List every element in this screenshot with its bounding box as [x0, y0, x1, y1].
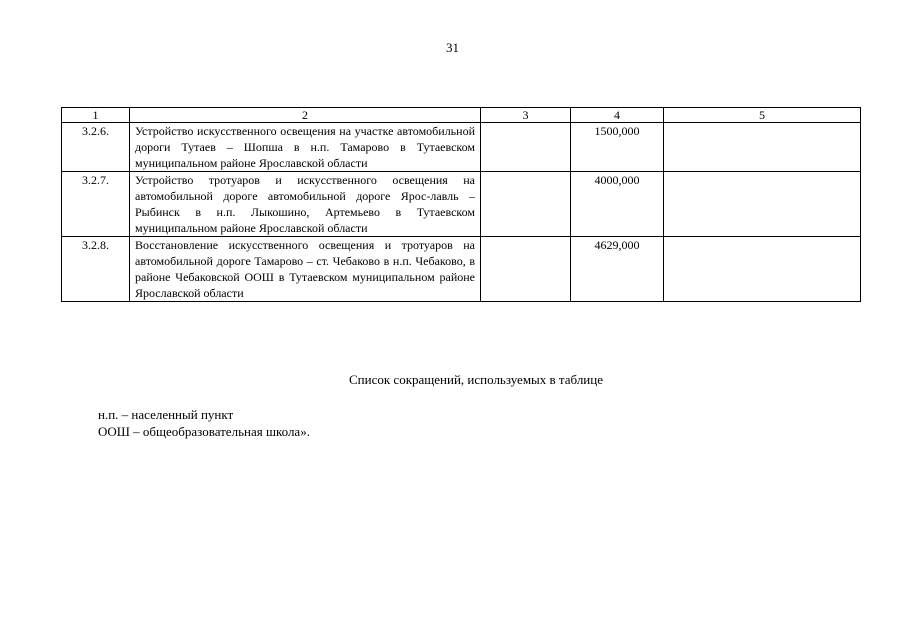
row-col3	[481, 237, 571, 302]
table-row	[62, 237, 861, 302]
column-header: 1	[62, 108, 130, 123]
page-number: 31	[446, 40, 459, 55]
table-row	[62, 172, 861, 237]
row-description: Устройство искусственного освещения на участке автомобильной дороги Тутаев – Шопша в н.п. Тамарово в Тутаевском муниципальном районе Ярославской области	[130, 123, 481, 172]
row-description: Восстановление искусственного освещения и тротуаров на автомобильной дороге Тамарово – ст. Чебаково в н.п. Чебаково, в районе Чебаковской ООШ в Тутаевском муниципальном районе Ярославской области	[130, 237, 481, 302]
row-col5	[664, 172, 861, 237]
row-amount: 4629,000	[571, 237, 664, 302]
row-col3	[481, 172, 571, 237]
row-number: 3.2.8.	[62, 237, 130, 302]
abbreviations-title: Список сокращений, используемых в таблице	[349, 372, 603, 387]
row-col3	[481, 123, 571, 172]
row-col5	[664, 123, 861, 172]
column-header: 4	[571, 108, 664, 123]
program-table	[61, 107, 861, 302]
column-header: 5	[664, 108, 861, 123]
row-description: Устройство тротуаров и искусственного освещения на автомобильной дороге автомобильной дороге Ярос-лавль – Рыбинск в н.п. Лыкошино, Артемьево в Тутаевском муниципальном районе Ярославской области	[130, 172, 481, 237]
row-number: 3.2.7.	[62, 172, 130, 237]
row-amount: 1500,000	[571, 123, 664, 172]
row-number: 3.2.6.	[62, 123, 130, 172]
column-header: 3	[481, 108, 571, 123]
abbreviation-item: ООШ – общеобразовательная школа».	[98, 424, 310, 439]
column-header: 2	[130, 108, 481, 123]
row-col5	[664, 237, 861, 302]
row-amount: 4000,000	[571, 172, 664, 237]
table-header-row	[62, 108, 861, 123]
abbreviations-list	[98, 406, 310, 440]
abbreviation-item: н.п. – населенный пункт	[98, 407, 234, 422]
table-row	[62, 123, 861, 172]
